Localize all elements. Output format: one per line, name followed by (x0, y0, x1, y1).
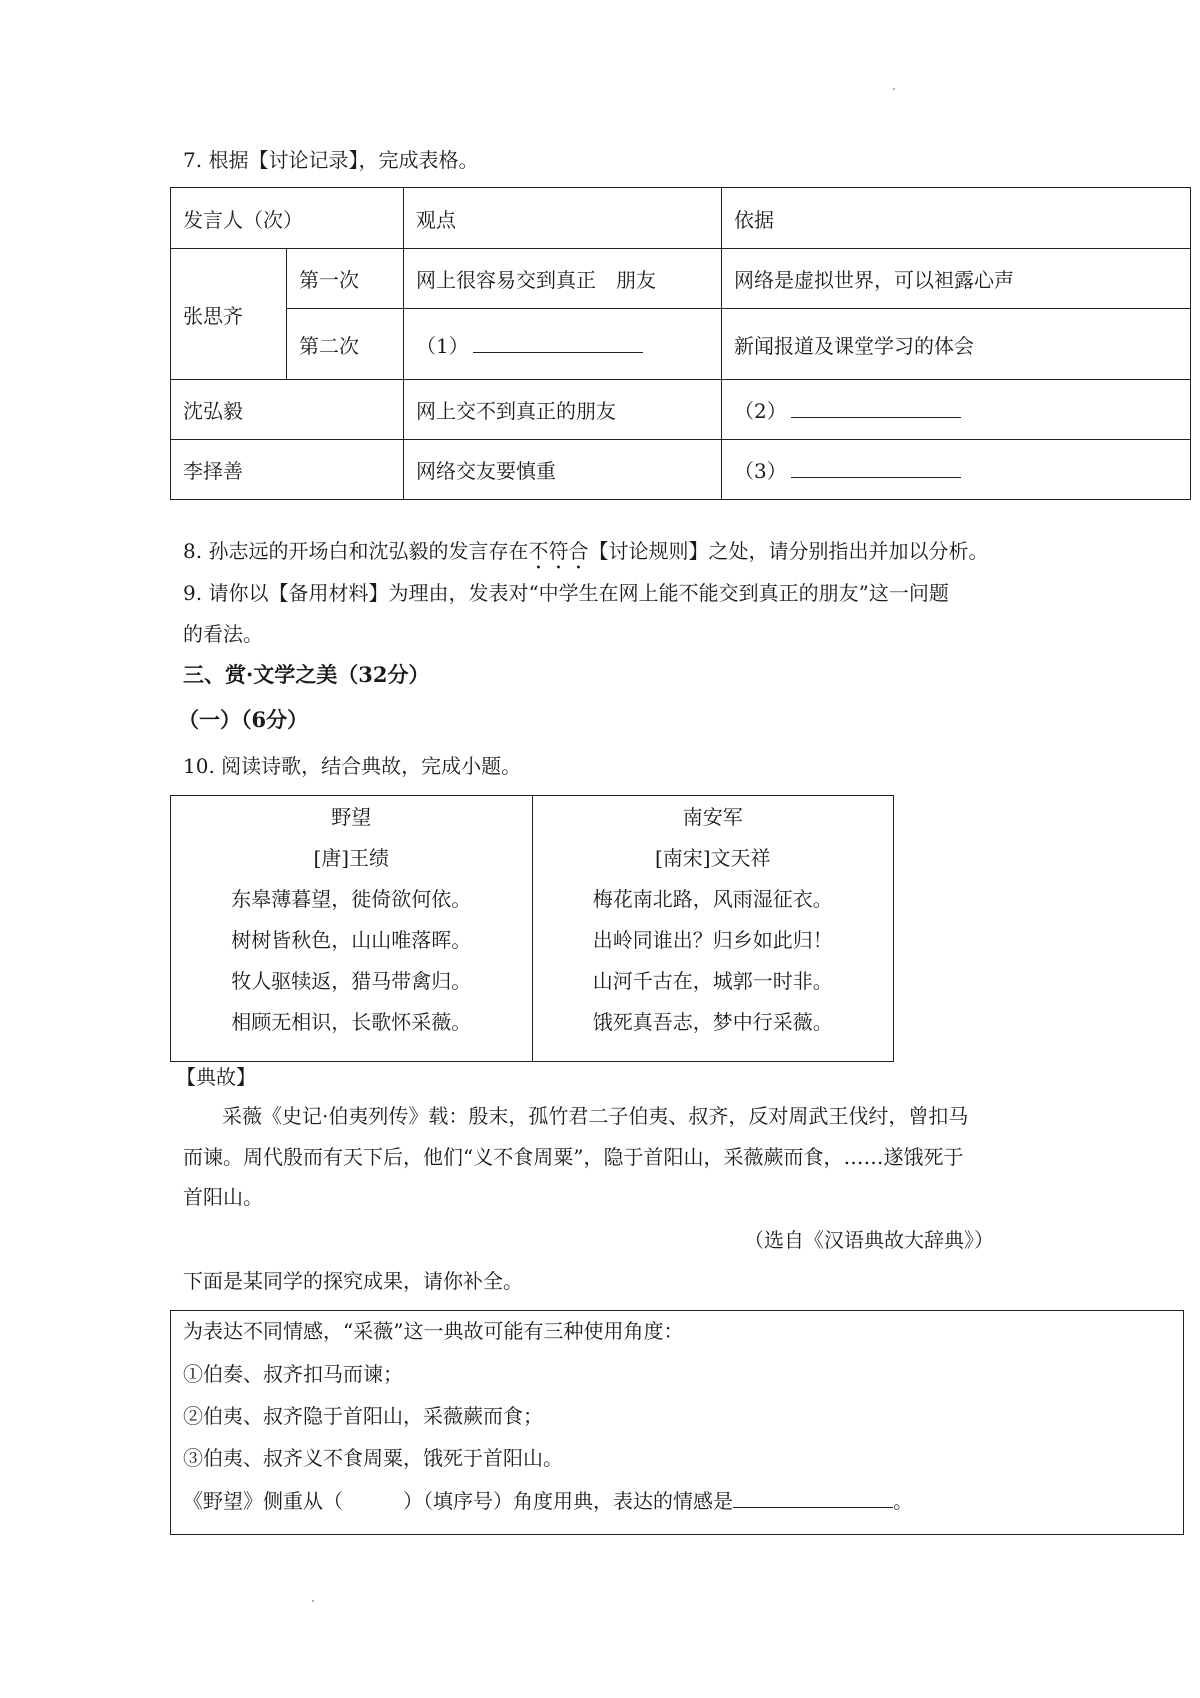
poem-line: 牧人驱犊返，猎马带禽归。 (231, 969, 472, 993)
box-line5-end: 。 (893, 1489, 913, 1513)
question-9-line2: 的看法。 (183, 622, 263, 646)
allusion-line2: 而谏。周代殷而有天下后，他们“义不食周粟”，隐于首阳山，采薇蕨而食，……遂饿死于 (183, 1145, 964, 1169)
speaker-zhang: 张思齐 (171, 249, 287, 380)
poem-title: 野望 (331, 805, 372, 829)
poem-line: 出岭同谁出？归乡如此归！ (592, 928, 833, 952)
research-intro: 下面是某同学的探究成果，请你补全。 (183, 1269, 523, 1293)
poem-title: 南安军 (682, 805, 743, 829)
poem-line: 饿死真吾志，梦中行采薇。 (592, 1010, 833, 1034)
turn-first: 第一次 (287, 249, 404, 309)
answer-blank-emotion[interactable] (733, 1489, 893, 1508)
answer-blank-2[interactable] (791, 399, 961, 418)
basis-shen-cell (722, 380, 1191, 440)
box-line1: 为表达不同情感，“采薇”这一典故可能有三种使用角度： (183, 1319, 684, 1343)
poem-line: 山河千古在，城郭一时非。 (592, 969, 833, 993)
allusion-header: 【典故】 (176, 1065, 256, 1089)
research-box (170, 1310, 1184, 1535)
section-3-heading: 三、赏·文学之美（32分） (183, 662, 430, 687)
poem-line: 相顾无相识，长歌怀采薇。 (231, 1010, 472, 1034)
box-line4: ③伯夷、叔齐义不食周粟，饿死于首阳山。 (183, 1446, 563, 1470)
basis-li-cell (722, 440, 1191, 500)
view-li: 网络交友要慎重 (404, 440, 722, 500)
poem-line: 梅花南北路，风雨湿征衣。 (592, 887, 833, 911)
box-line5 (183, 1487, 913, 1515)
view-zhang-second-cell (404, 309, 722, 380)
basis-zhang-second: 新闻报道及课堂学习的体会 (722, 309, 1191, 380)
answer-blank-1[interactable] (473, 334, 643, 353)
poem-author: [南宋]文天祥 (654, 846, 771, 870)
header-view: 观点 (404, 188, 722, 249)
box-line2: ①伯奏、叔齐扣马而谏； (183, 1362, 403, 1386)
box-line3: ②伯夷、叔齐隐于首阳山，采薇蕨而食； (183, 1404, 543, 1428)
question-10: 10. 阅读诗歌，结合典故，完成小题。 (183, 754, 522, 778)
allusion-line1: 采薇《史记·伯夷列传》载：殷末，孤竹君二子伯夷、叔齐，反对周武王伐纣，曾扣马 (222, 1104, 969, 1128)
part-1-heading: （一）（6分） (178, 707, 309, 732)
header-speaker: 发言人（次） (171, 188, 404, 249)
view-zhang-first: 网上很容易交到真正 朋友 (404, 249, 722, 309)
poem-line: 树树皆秋色，山山唯落晖。 (231, 928, 472, 952)
turn-second: 第二次 (287, 309, 404, 380)
speaker-li: 李择善 (171, 440, 404, 500)
scan-dot (893, 88, 895, 90)
box-line5-text: 《野望》侧重从（ ）（填序号）角度用典，表达的情感是 (183, 1489, 733, 1513)
poem-yewang (171, 796, 532, 1061)
poem-line: 东皋薄暮望，徙倚欲何依。 (231, 887, 472, 911)
poem-nananjun (532, 796, 894, 1061)
allusion-source: （选自《汉语典故大辞典》） (744, 1228, 994, 1252)
blank-2-label: （2） (734, 399, 787, 423)
question-8-part: 【讨论规则】之处，请分别指出并加以分析。 (588, 539, 989, 563)
discussion-table (170, 187, 1191, 500)
answer-blank-3[interactable] (791, 459, 961, 478)
question-9-line1: 9. 请你以【备用材料】为理由，发表对“中学生在网上能不能交到真正的朋友”这一问题 (183, 581, 949, 605)
question-8-emphasis: 不符合 (528, 539, 589, 563)
blank-1-label: （1） (416, 333, 469, 358)
poems-table (170, 795, 894, 1062)
blank-3-label: （3） (734, 459, 787, 483)
allusion-line3: 首阳山。 (183, 1185, 263, 1209)
question-8 (183, 537, 988, 574)
view-shen: 网上交不到真正的朋友 (404, 380, 722, 440)
header-basis: 依据 (722, 188, 1191, 249)
question-7: 7. 根据【讨论记录】，完成表格。 (183, 148, 479, 172)
speaker-shen: 沈弘毅 (171, 380, 404, 440)
basis-zhang-first: 网络是虚拟世界，可以袒露心声 (722, 249, 1191, 309)
question-8-part: 8. 孙志远的开场白和沈弘毅的发言存在 (183, 539, 529, 563)
poem-author: [唐]王绩 (313, 846, 390, 870)
scan-dot (312, 1600, 314, 1602)
